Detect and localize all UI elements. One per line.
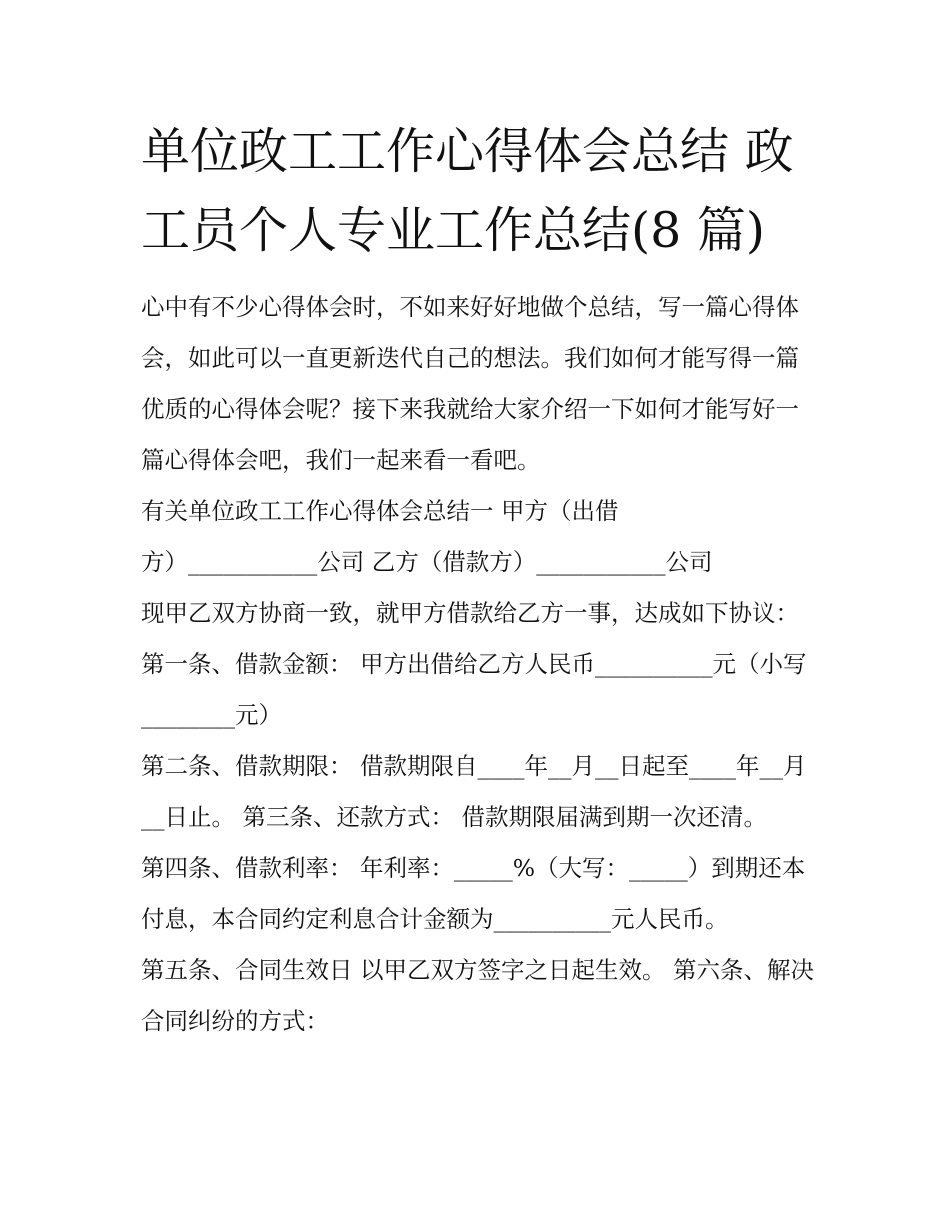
- section-heading-paragraph: 有关单位政工工作心得体会总结一 甲方（出借: [141, 497, 619, 525]
- parties-paragraph: 方）___________公司 乙方（借款方）___________公司: [141, 548, 713, 576]
- intro-paragraph: 心中有不少心得体会时，不如来好好地做个总结，写一篇心得体会，如此可以一直更新迭代自己的想法。我们如何才能写得一篇优质的心得体会呢？接下来我就给大家介绍一下如何才能写好一篇心得体会吧，我们一起来看一看吧。: [141, 293, 799, 474]
- document-title: [141, 112, 817, 270]
- agreement-amount-paragraph: 现甲乙双方协商一致，就甲方借款给乙方一事，达成如下协议： 第一条、借款金额： 甲方出借给乙方人民币__________元（小写________元）: [141, 599, 807, 729]
- loan-term-paragraph: 第二条、借款期限： 借款期限自____年__月__日起至____年__月__日止。 第三条、还款方式： 借款期限届满到期一次还清。: [141, 752, 807, 831]
- title-line-2: 工员个人专业工作总结(8 篇): [141, 202, 765, 259]
- title-line-1: 单位政工工作心得体会总结 政: [141, 123, 794, 180]
- document-page: [141, 112, 817, 1047]
- interest-rate-paragraph: 第四条、借款利率： 年利率：_____%（大写：_____）到期还本付息，本合同约定利息合计金额为__________元人民币。: [141, 854, 806, 933]
- effective-date-paragraph: 第五条、合同生效日 以甲乙双方签字之日起生效。 第六条、解决合同纠纷的方式：: [141, 956, 814, 1035]
